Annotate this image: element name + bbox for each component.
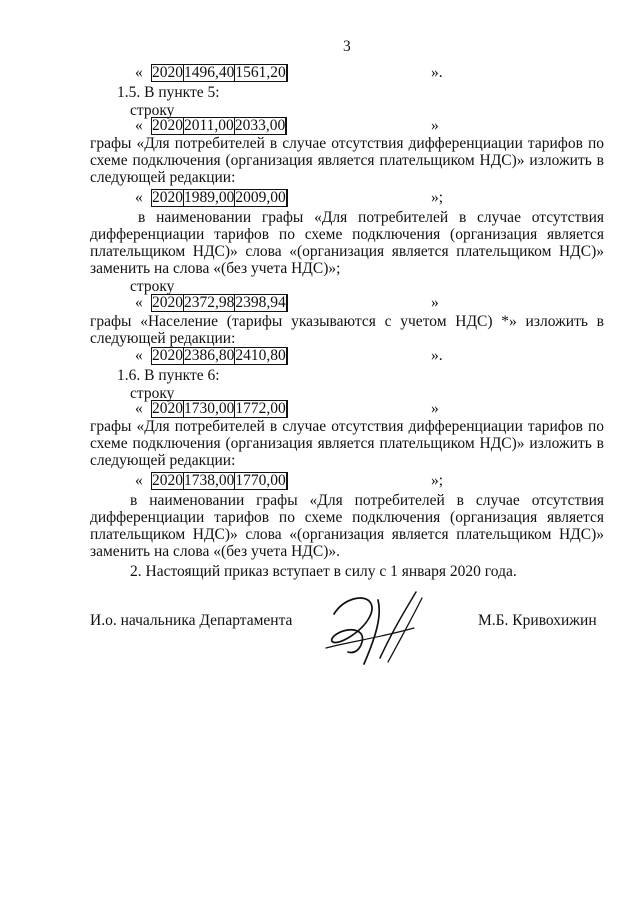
year-cell: 2020	[152, 294, 183, 311]
year-cell: 2020	[152, 472, 183, 489]
quote-close: »	[431, 294, 439, 311]
empty-cell	[286, 348, 287, 365]
page-number: 3	[343, 38, 351, 55]
value-cell-2: 1770,00	[235, 472, 286, 489]
quote-open: «	[135, 189, 143, 206]
quote-close: »;	[431, 189, 444, 206]
value-cell-2: 2009,00	[235, 189, 286, 206]
year-cell: 2020	[152, 189, 183, 206]
empty-cell	[286, 190, 287, 207]
quote-close: »	[431, 117, 439, 134]
empty-cell	[286, 295, 287, 312]
tariff-table	[151, 117, 287, 135]
empty-cell	[286, 118, 287, 135]
quote-open: «	[135, 472, 143, 489]
quote-close: »;	[431, 472, 444, 489]
empty-cell	[286, 65, 287, 82]
handwritten-signature	[318, 588, 428, 666]
value-cell-1: 1738,00	[184, 472, 235, 489]
value-cell-2: 2410,80	[235, 347, 286, 364]
paragraph-rename-2: в наименовании графы «Для потребителей в случае отсутствия дифференциации тарифов по схеме подключения (организация является плательщиком НДС)» слова «(организация является плательщиком НДС)» заменить на слова «(без учета НДС)».	[90, 492, 604, 560]
value-cell-1: 1496,40	[184, 64, 235, 81]
value-cell-1: 2011,00	[184, 117, 234, 134]
year-cell: 2020	[152, 400, 183, 417]
value-cell-1: 1730,00	[184, 400, 235, 417]
year-cell: 2020	[152, 117, 183, 134]
tariff-table	[151, 64, 288, 82]
item-2: 2. Настоящий приказ вступает в силу с 1 января 2020 года.	[130, 563, 517, 580]
quote-open: «	[135, 64, 143, 81]
signatory-name: М.Б. Кривохижин	[478, 612, 597, 629]
tariff-table	[151, 347, 288, 365]
empty-cell	[286, 401, 287, 418]
item-1-5: 1.5. В пункте 5:	[117, 84, 220, 101]
quote-open: «	[135, 400, 143, 417]
paragraph-graph-no-diff-2: графы «Для потребителей в случае отсутствия дифференциации тарифов по схеме подключения (организация является плательщиком НДС)» изложить в следующей редакции:	[90, 418, 604, 469]
item-1-6: 1.6. В пункте 6:	[117, 367, 220, 384]
quote-close: ».	[431, 64, 443, 81]
quote-close: ».	[431, 347, 443, 364]
tariff-table	[151, 294, 288, 312]
tariff-table	[151, 400, 288, 418]
word-stroku: строку	[130, 278, 175, 295]
value-cell-2: 1772,00	[235, 400, 286, 417]
quote-close: »	[431, 400, 439, 417]
value-cell-1: 2386,80	[184, 347, 235, 364]
year-cell: 2020	[152, 64, 183, 81]
value-cell-2: 1561,20	[235, 64, 286, 81]
signatory-position: И.о. начальника Департамента	[90, 612, 293, 629]
value-cell-1: 1989,00	[184, 189, 235, 206]
value-cell-2: 2033,00	[234, 117, 286, 134]
paragraph-graph-population: графы «Население (тарифы указываются с учетом НДС) *» изложить в следующей редакции:	[90, 313, 604, 347]
paragraph-graph-no-diff-1: графы «Для потребителей в случае отсутствия дифференциации тарифов по схеме подключения (организация является плательщиком НДС)» изложить в следующей редакции:	[90, 135, 604, 186]
value-cell-2: 2398,94	[235, 294, 286, 311]
paragraph-rename-1: в наименовании графы «Для потребителей в случае отсутствия дифференциации тарифов по схеме подключения (организация является плательщиком НДС)» слова «(организация является плательщиком НДС)» заменить на слова «(без учета НДС)»;	[90, 209, 604, 277]
year-cell: 2020	[152, 347, 183, 364]
tariff-table	[151, 472, 288, 490]
quote-open: «	[135, 347, 143, 364]
word-stroku: строку	[130, 102, 175, 119]
tariff-table	[151, 189, 288, 207]
empty-cell	[286, 473, 287, 490]
word-stroku: строку	[130, 385, 175, 402]
quote-open: «	[135, 294, 143, 311]
value-cell-1: 2372,98	[184, 294, 235, 311]
quote-open: «	[135, 117, 143, 134]
